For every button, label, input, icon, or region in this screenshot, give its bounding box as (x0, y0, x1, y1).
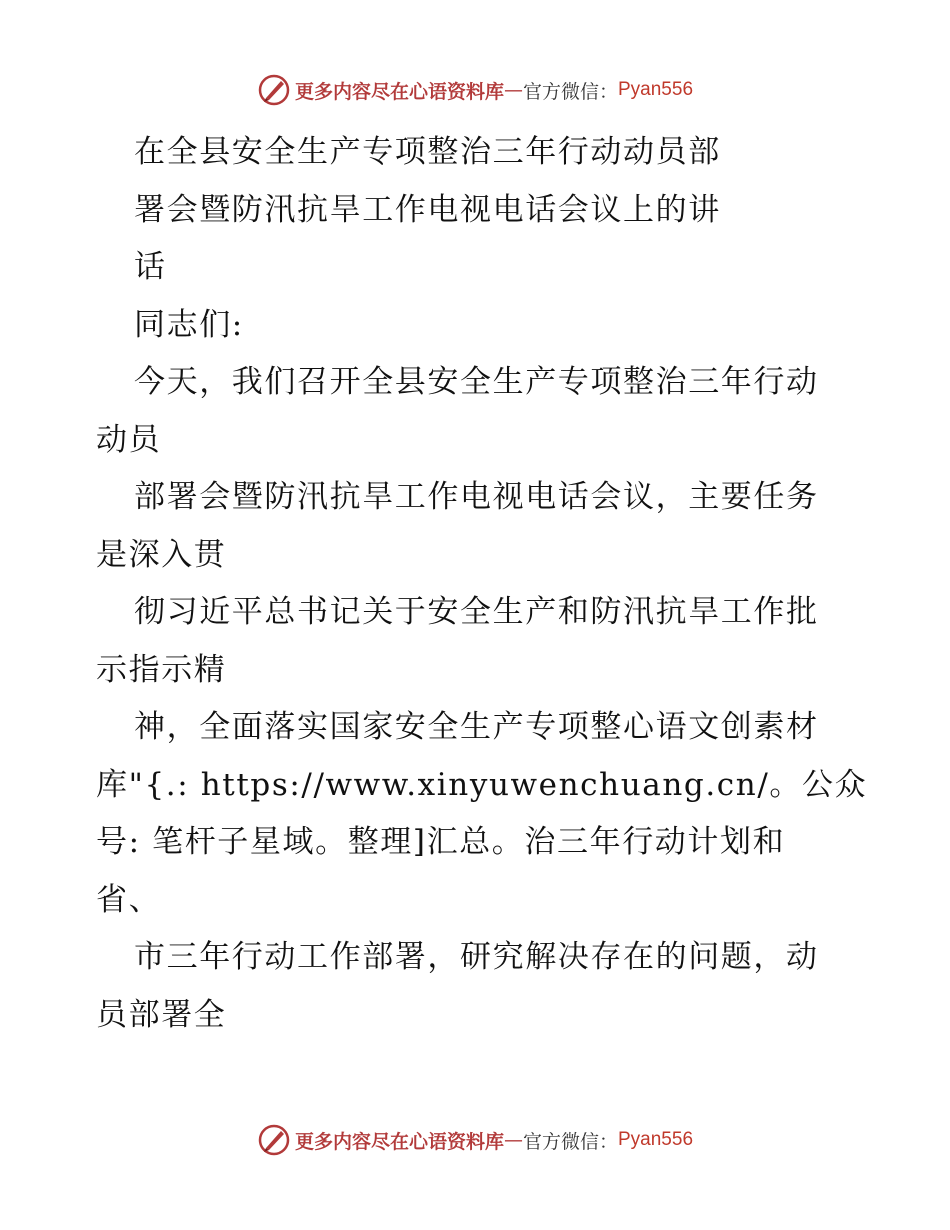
paragraph-line: 库"{.: https://www.xinyuwenchuang.cn/。公众 (96, 766, 868, 803)
watermark-account: Pyan556 (618, 79, 694, 100)
paragraph-line: 示指示精 (96, 651, 227, 688)
paragraph-line: 神，全面落实国家安全生产专项整心语文创素材 (134, 709, 819, 745)
watermark-account: Pyan556 (618, 1129, 694, 1150)
paragraph-line: 市三年行动工作部署，研究解决存在的问题，动 (134, 939, 819, 975)
title-line-2: 署会暨防汛抗旱工作电视电话会议上的讲 (134, 191, 721, 228)
watermark-label: 官方微信： (522, 1130, 618, 1153)
footer-watermark (0, 1120, 950, 1160)
paragraph-line: 彻习近平总书记关于安全生产和防汛抗旱工作批 (134, 594, 819, 630)
paragraph-line: 员部署全 (96, 996, 227, 1033)
header-watermark (0, 70, 950, 110)
paragraph-line: 是深入贯 (96, 536, 227, 573)
salutation: 同志们: (134, 306, 244, 343)
paragraph-line: 今天，我们召开全县安全生产专项整治三年行动 (134, 364, 819, 400)
paragraph-line: 省、 (96, 881, 162, 918)
watermark-main-text: 更多内容尽在心语资料库 (294, 1130, 504, 1153)
paragraph-line: 号: 笔杆子星域。整理]汇总。治三年行动计划和 (96, 824, 786, 860)
pen-logo-icon (257, 73, 291, 107)
paragraph-line: 部署会暨防汛抗旱工作电视电话会议，主要任务 (134, 479, 819, 515)
document-body (96, 124, 868, 1044)
watermark-separator: — (503, 79, 523, 101)
title-line-1: 在全县安全生产专项整治三年行动动员部 (134, 134, 721, 170)
paragraph-line: 动员 (96, 421, 162, 458)
watermark-label: 官方微信： (522, 80, 618, 103)
pen-logo-icon (257, 1123, 291, 1157)
watermark-separator: — (503, 1129, 523, 1151)
title-line-3: 话 (134, 249, 167, 285)
watermark-main-text: 更多内容尽在心语资料库 (294, 80, 504, 103)
